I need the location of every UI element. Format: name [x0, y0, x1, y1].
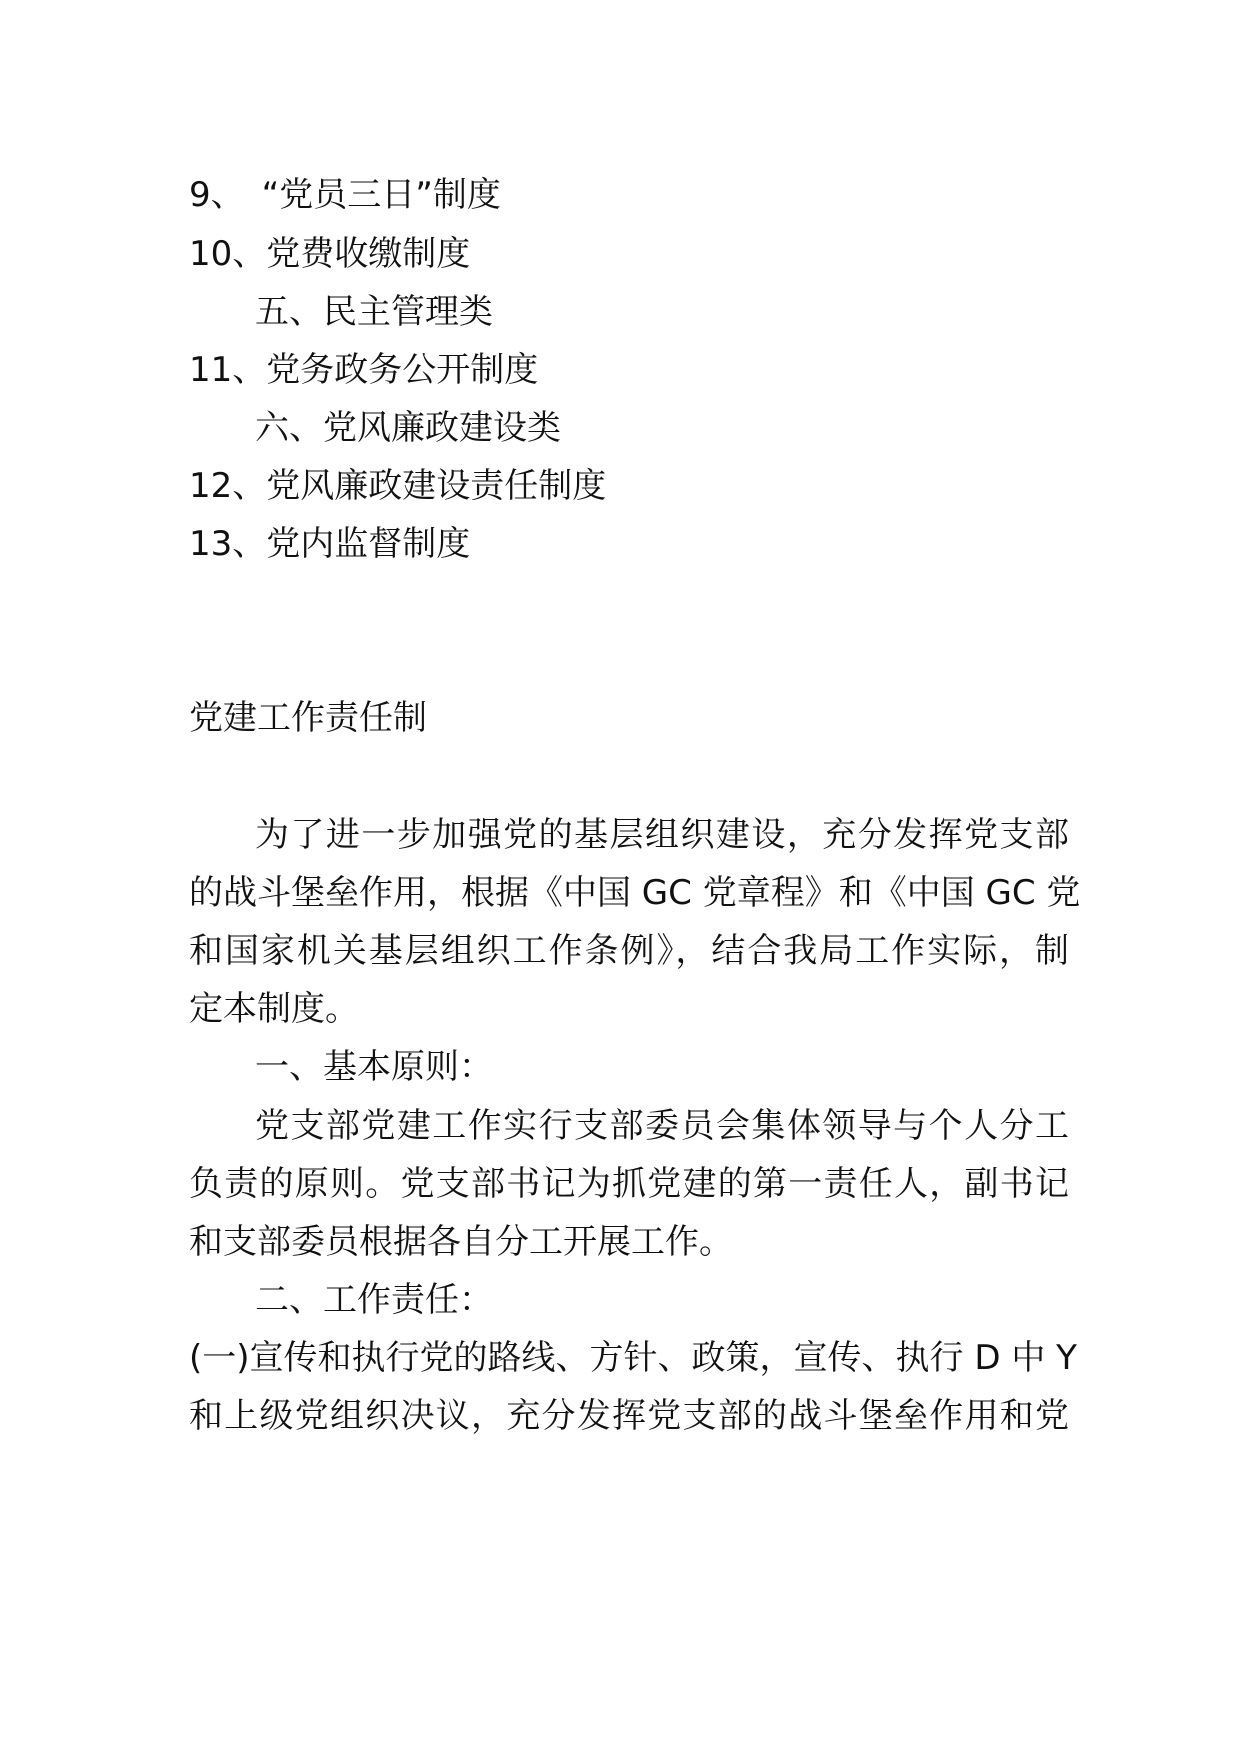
responsibility-line-1: (一)宣传和执行党的路线、方针、政策，宣传、执行 D 中 Y — [189, 1338, 1077, 1378]
principle-line-3: 和支部委员根据各自分工开展工作。 — [189, 1222, 733, 1262]
list-item-11: 11、党务政务公开制度 — [189, 350, 539, 390]
responsibility-heading: 二、工作责任： — [255, 1280, 493, 1320]
intro-line-1: 为了进一步加强党的基层组织建设，充分发挥党支部 — [255, 815, 1069, 855]
list-item-9: 9、 “党员三日”制度 — [189, 175, 501, 215]
section-heading-party-integrity: 六、党风廉政建设类 — [255, 408, 561, 448]
responsibility-line-2: 和上级党组织决议，充分发挥党支部的战斗堡垒作用和党 — [189, 1396, 1069, 1436]
list-item-10: 10、党费收缴制度 — [189, 234, 471, 274]
list-item-12: 12、党风廉政建设责任制度 — [189, 466, 607, 506]
intro-line-2: 的战斗堡垒作用，根据《中国 GC 党章程》和《中国 GC 党 — [189, 873, 1081, 913]
section-heading-democratic-management: 五、民主管理类 — [255, 292, 493, 332]
intro-line-4: 定本制度。 — [189, 989, 359, 1029]
intro-line-3: 和国家机关基层组织工作条例》，结合我局工作实际，制 — [189, 931, 1069, 971]
list-item-13: 13、党内监督制度 — [189, 524, 471, 564]
principle-line-2: 负责的原则。党支部书记为抓党建的第一责任人，副书记 — [189, 1164, 1069, 1204]
principle-line-1: 党支部党建工作实行支部委员会集体领导与个人分工 — [255, 1106, 1069, 1146]
document-title: 党建工作责任制 — [189, 698, 427, 738]
principle-heading: 一、基本原则： — [255, 1047, 493, 1087]
